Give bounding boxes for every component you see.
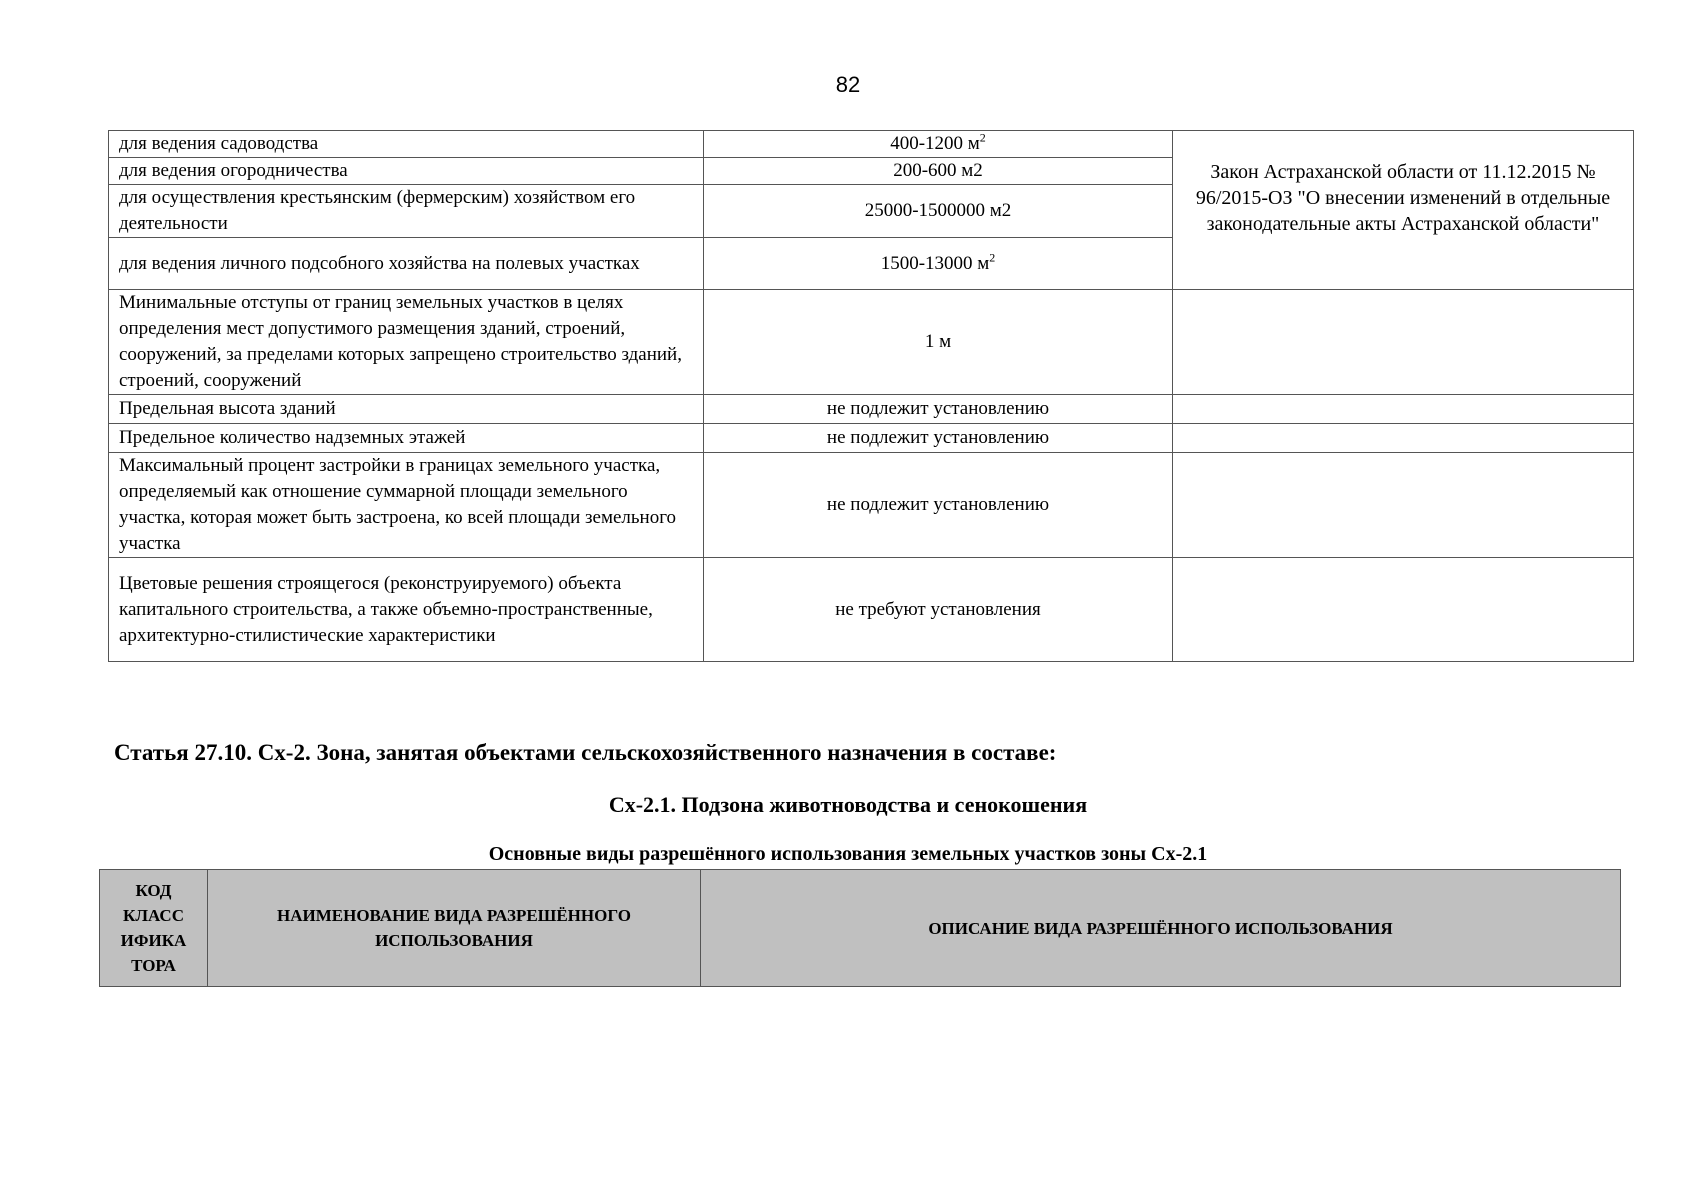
param-note [1173, 290, 1634, 395]
param-value: не подлежит установлению [704, 395, 1173, 424]
param-name: для осуществления крестьянским (фермерским) хозяйством его деятельности [109, 185, 704, 238]
param-note [1173, 424, 1634, 453]
table-header-row [100, 870, 1621, 987]
param-name: для ведения огородничества [109, 158, 704, 185]
page-number: 82 [835, 72, 861, 97]
param-name: Предельная высота зданий [109, 395, 704, 424]
param-value: не подлежит установлению [704, 453, 1173, 558]
param-value: 400-1200 $м^2$ [704, 131, 1173, 158]
parameters-table [108, 130, 1634, 662]
param-note [1173, 558, 1634, 662]
table-row [109, 558, 1634, 662]
table-row [109, 131, 1634, 158]
article-heading: Статья 27.10. Сх-2. Зона, занятая объектами сельскохозяйственного назначения в составе: [114, 740, 1057, 765]
table-row [109, 453, 1634, 558]
param-note [1173, 395, 1634, 424]
table-caption: Основные виды разрешённого использования земельных участков зоны Сх-2.1 [488, 843, 1208, 865]
param-name: Максимальный процент застройки в границах земельного участка, определяемый как отношение суммарной площади земельного участка, которая может быть застроена, ко всей площади земельного участка [109, 453, 704, 558]
param-value: 1 м [704, 290, 1173, 395]
column-header-description: ОПИСАНИЕ ВИДА РАЗРЕШЁННОГО ИСПОЛЬЗОВАНИЯ [701, 870, 1621, 987]
param-value: не подлежит установлению [704, 424, 1173, 453]
param-value: не требуют установления [704, 558, 1173, 662]
column-header-code: КОД КЛАСС ИФИКА ТОРА [100, 870, 208, 987]
param-name: Предельное количество надземных этажей [109, 424, 704, 453]
param-value: 25000-1500000 м2 [704, 185, 1173, 238]
param-name: Цветовые решения строящегося (реконструируемого) объекта капитального строительства, а также объемно-пространственные, архитектурно-стилистические характеристики [109, 558, 704, 662]
table-row [109, 290, 1634, 395]
param-name: для ведения личного подсобного хозяйства на полевых участках [109, 238, 704, 290]
param-note [1173, 453, 1634, 558]
param-name: Минимальные отступы от границ земельных участков в целях определения мест допустимого размещения зданий, строений, сооружений, за пределами которых запрещено строительство зданий, строений, сооружений [109, 290, 704, 395]
uses-table [99, 869, 1621, 987]
param-name: для ведения садоводства [109, 131, 704, 158]
table-row [109, 424, 1634, 453]
subzone-heading: Сх-2.1. Подзона животноводства и сенокошения [608, 792, 1088, 817]
table-row [109, 395, 1634, 424]
law-reference: Закон Астраханской области от 11.12.2015 № 96/2015-ОЗ "О внесении изменений в отдельные законодательные акты Астраханской области" [1173, 131, 1634, 290]
column-header-name: НАИМЕНОВАНИЕ ВИДА РАЗРЕШЁННОГО ИСПОЛЬЗОВАНИЯ [208, 870, 701, 987]
param-value: 1500-13000 $м^2$ [704, 238, 1173, 290]
param-value: 200-600 м2 [704, 158, 1173, 185]
